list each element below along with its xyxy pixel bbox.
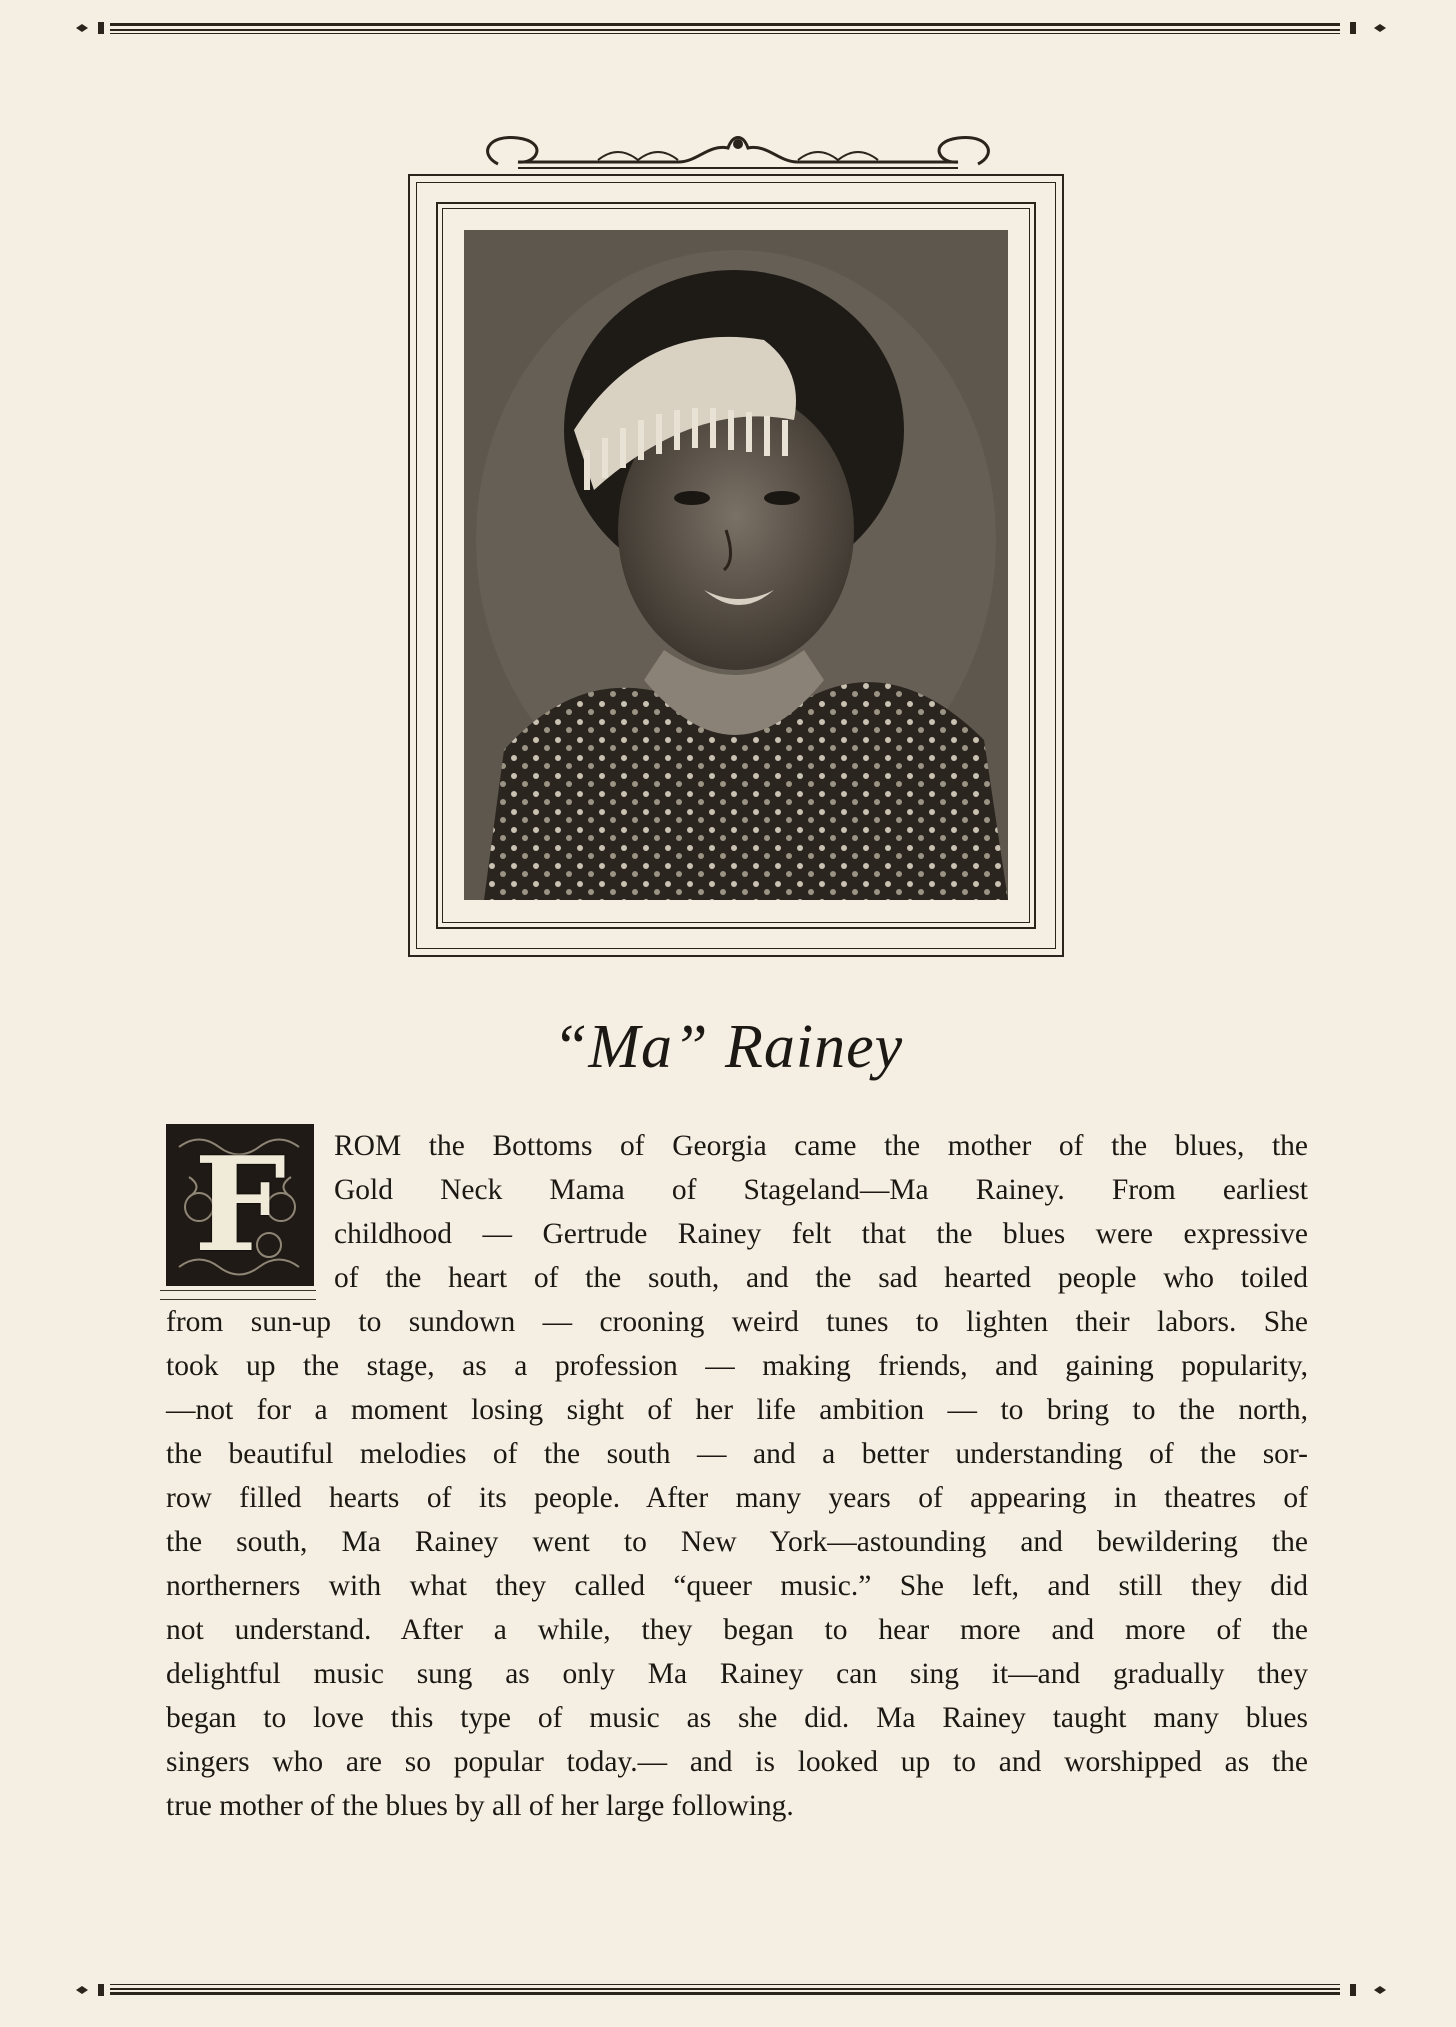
portrait-photo xyxy=(464,230,1008,900)
text-line: row filled hearts of its people. After many years of appearing in theatres of xyxy=(166,1482,1308,1514)
text-line: childhood — Gertrude Rainey felt that the blues were expressive xyxy=(334,1218,1308,1250)
text-line: the beautiful melodies of the south — and a better understanding of the sor- xyxy=(166,1438,1308,1470)
text-line: singers who are so popular today.— and is looked up to and worshipped as the xyxy=(166,1746,1308,1778)
text-line: Gold Neck Mama of Stageland—Ma Rainey. From earliest xyxy=(334,1174,1308,1206)
scroll-ornament-icon xyxy=(478,124,998,180)
text-line: from sun-up to sundown — crooning weird tunes to lighten their labors. She xyxy=(166,1306,1308,1338)
portrait-frame xyxy=(408,124,1068,960)
text-line: took up the stage, as a profession — making friends, and gaining popularity, xyxy=(166,1350,1308,1382)
text-line: ROM the Bottoms of Georgia came the mother of the blues, the xyxy=(334,1130,1308,1162)
text-line: began to love this type of music as she did. Ma Rainey taught many blues xyxy=(166,1702,1308,1734)
portrait-illustration xyxy=(464,230,1008,900)
text-line: not understand. After a while, they began to hear more and more of the xyxy=(166,1614,1308,1646)
page-title: “Ma” Rainey xyxy=(552,1013,904,1081)
text-line: —not for a moment losing sight of her life ambition — to bring to the north, xyxy=(166,1394,1308,1426)
top-ornamental-rule-icon xyxy=(72,18,1392,38)
dropcap-rule xyxy=(160,1290,316,1300)
text-line: true mother of the blues by all of her large following. xyxy=(166,1790,794,1822)
text-line: northerners with what they called “queer music.” She left, and still they did xyxy=(166,1570,1308,1602)
illuminated-initial-icon xyxy=(166,1124,314,1286)
text-line: the south, Ma Rainey went to New York—astounding and bewildering the xyxy=(166,1526,1308,1558)
text-line: delightful music sung as only Ma Rainey can sing it—and gradually they xyxy=(166,1658,1308,1690)
text-line: of the heart of the south, and the sad hearted people who toiled xyxy=(334,1262,1308,1294)
dropcap-letter: F xyxy=(193,1128,287,1281)
bottom-ornamental-rule-icon xyxy=(72,1980,1392,2000)
